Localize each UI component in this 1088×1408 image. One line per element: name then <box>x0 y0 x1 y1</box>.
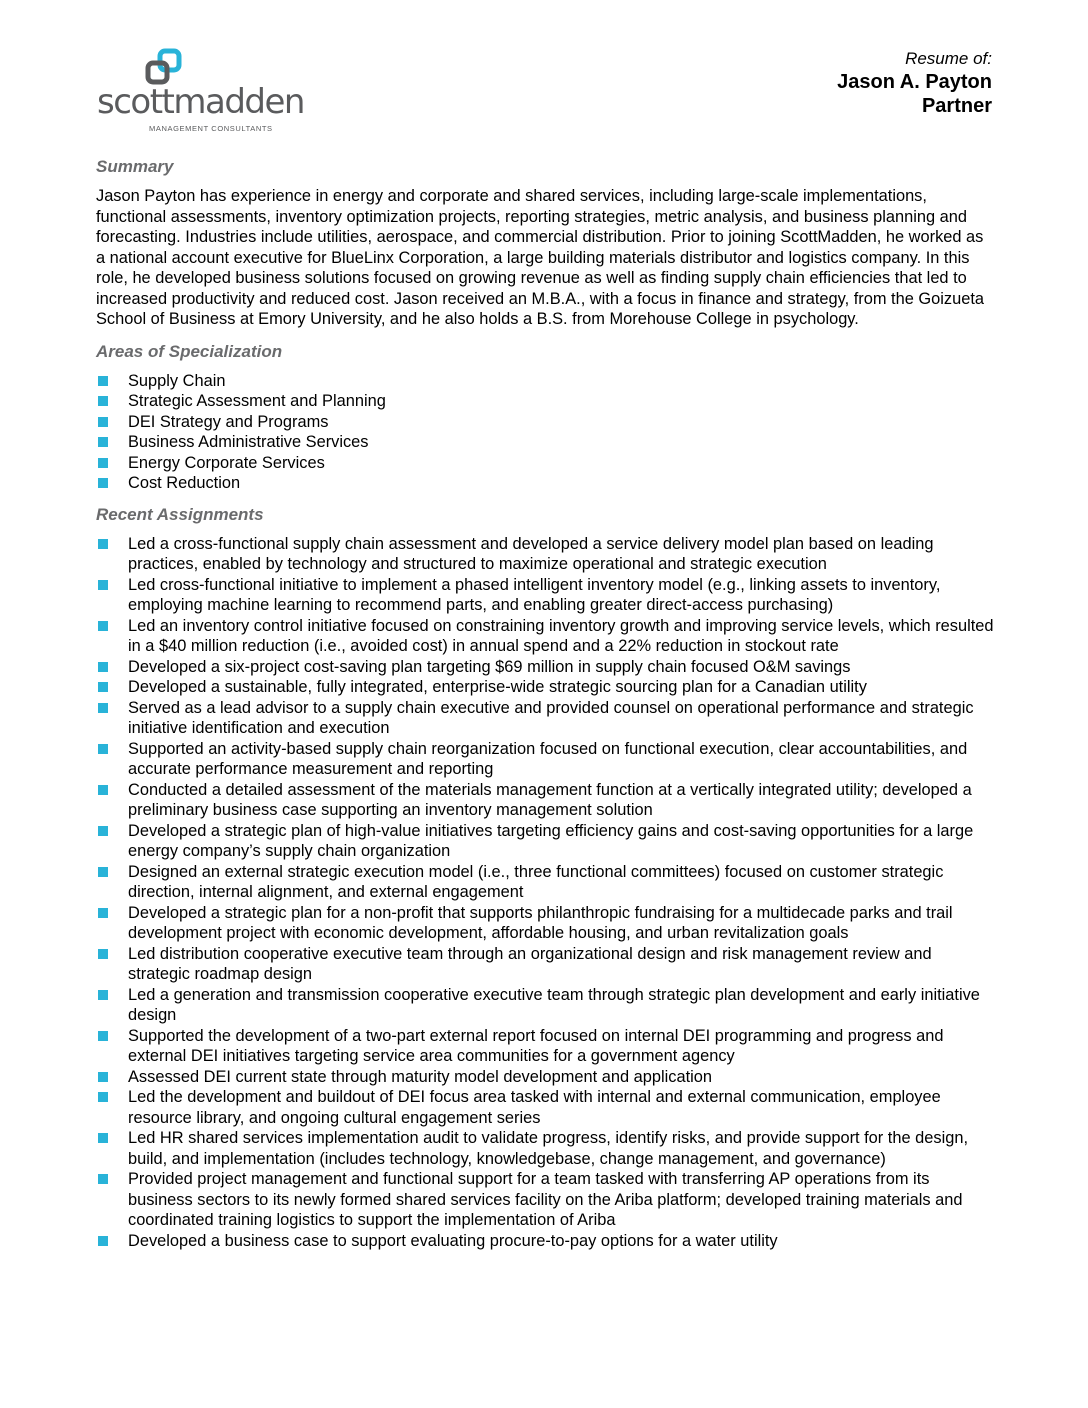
person-title: Partner <box>921 95 992 117</box>
resume-label: Resume of: <box>905 49 992 68</box>
assignment-item-text: Led an inventory control initiative focused on constraining inventory growth and improving service levels, which resulted in a $40 million reduction (i.e., avoided cost) in annual spend and a 22% reduction in stockout rate <box>128 616 994 655</box>
specialization-item-text: Energy Corporate Services <box>128 453 325 472</box>
specialization-item-text: Business Administrative Services <box>128 433 369 451</box>
assignment-item <box>96 575 996 616</box>
assignment-item-text: Designed an external strategic execution model (i.e., three functional committees) focused on customer strategic direction, internal alignment, and external engagement <box>128 862 944 901</box>
square-bullet-icon <box>98 785 108 795</box>
resume-body <box>96 156 996 1261</box>
square-bullet-icon <box>98 1092 108 1102</box>
assignment-item <box>96 1026 996 1067</box>
assignment-item <box>96 780 996 821</box>
assignment-item-text: Developed a strategic plan of high-value initiatives targeting efficiency gains and cost-saving opportunities for a large energy company’s supply chain organization <box>128 821 974 860</box>
company-logo <box>97 46 304 134</box>
specialization-item <box>96 371 996 392</box>
square-bullet-icon <box>98 417 108 427</box>
square-bullet-icon <box>98 1031 108 1041</box>
square-bullet-icon <box>98 1236 108 1246</box>
square-bullet-icon <box>98 396 108 406</box>
specialization-item-text: Cost Reduction <box>128 474 241 492</box>
assignment-item <box>96 944 996 985</box>
specialization-list <box>96 371 996 494</box>
assignment-item <box>96 821 996 862</box>
square-bullet-icon <box>98 580 108 590</box>
assignment-item-text: Led a generation and transmission cooperative executive team through strategic plan development and early initiative design <box>128 985 980 1024</box>
square-bullet-icon <box>98 478 108 488</box>
specialization-item <box>96 412 996 433</box>
logo-tagline: MANAGEMENT CONSULTANTS <box>149 124 273 133</box>
specialization-item-text: Strategic Assessment and Planning <box>128 392 386 410</box>
assignment-item-text: Developed a six-project cost-saving plan targeting $69 million in supply chain focused O&M savings <box>128 657 851 676</box>
assignment-item <box>96 1128 996 1169</box>
assignment-item-text: Supported an activity-based supply chain reorganization focused on functional execution, clear accountabilities, and accurate performance measurement and reporting <box>128 739 968 778</box>
summary-text: Jason Payton has experience in energy and corporate and shared services, including large-scale implementations, functional assessments, inventory optimization projects, reporting strategies, metric analysis, and business planning and forecasting. Industries include utilities, aerospace, and commercial distribution. Prior to joining ScottMadden, he worked as a national account executive for BlueLinx Corporation, a large building materials distributor and logistics company. In this role, he developed business solutions focused on growing revenue as well as finding supply chain efficiencies that led to increased productivity and reduced cost. Jason received an M.B.A., with a focus in finance and strategy, from the Goizueta School of Business at Emory University, and he also holds a B.S. from Morehouse College in psychology. <box>96 187 984 328</box>
square-bullet-icon <box>98 1072 108 1082</box>
assignment-item-text: Developed a sustainable, fully integrated, enterprise-wide strategic sourcing plan for a Canadian utility <box>128 678 867 696</box>
assignment-item <box>96 698 996 739</box>
specialization-item <box>96 473 996 494</box>
assignment-item-text: Developed a business case to support evaluating procure-to-pay options for a water utility <box>128 1231 778 1250</box>
specialization-item <box>96 391 996 412</box>
assignment-item-text: Led distribution cooperative executive team through an organizational design and risk management review and strategic roadmap design <box>128 944 932 983</box>
assignment-item <box>96 677 996 698</box>
assignment-item-text: Led HR shared services implementation audit to validate progress, identify risks, and provide support for the design, build, and implementation (includes technology, knowledgebase, change management, and governance) <box>128 1129 969 1168</box>
assignment-item <box>96 862 996 903</box>
assignment-item <box>96 739 996 780</box>
assignments-list <box>96 534 996 1252</box>
assignments-heading: Recent Assignments <box>96 504 264 524</box>
assignment-item-text: Conducted a detailed assessment of the materials management function at a vertically integrated utility; developed a preliminary business case supporting an inventory management solution <box>128 780 972 819</box>
assignment-item <box>96 616 996 657</box>
assignment-item <box>96 657 996 678</box>
assignment-item <box>96 1231 996 1252</box>
assignment-item <box>96 903 996 944</box>
assignment-item <box>96 1169 996 1231</box>
square-bullet-icon <box>98 437 108 447</box>
specialization-item <box>96 432 996 453</box>
assignment-item-text: Led the development and buildout of DEI focus area tasked with internal and external communication, employee resource library, and ongoing cultural engagement series <box>128 1088 941 1127</box>
square-bullet-icon <box>98 1133 108 1143</box>
square-bullet-icon <box>98 867 108 877</box>
specialization-item <box>96 453 996 474</box>
logo-wordmark: scottmadden <box>97 82 304 122</box>
assignment-item-text: Served as a lead advisor to a supply chain executive and provided counsel on operational performance and strategic initiative identification and execution <box>128 698 974 737</box>
assignment-item-text: Assessed DEI current state through maturity model development and application <box>128 1067 713 1086</box>
assignment-item-text: Provided project management and functional support for a team tasked with transferring AP operations from its business sectors to its newly formed shared services facility on the Ariba platform; developed training materials and coordinated training logistics to support the implementation of Ariba <box>128 1170 963 1229</box>
square-bullet-icon <box>98 908 108 918</box>
assignment-item <box>96 1087 996 1128</box>
specialization-heading: Areas of Specialization <box>96 341 283 361</box>
specialization-item-text: Supply Chain <box>128 371 226 390</box>
assignment-item <box>96 985 996 1026</box>
square-bullet-icon <box>98 826 108 836</box>
specialization-item-text: DEI Strategy and Programs <box>128 412 329 431</box>
assignment-item-text: Led cross-functional initiative to implement a phased intelligent inventory model (e.g., linking assets to inventory, employing machine learning to recommend parts, and enabling greater direct-access purchasing) <box>128 575 941 614</box>
assignment-item-text: Developed a strategic plan for a non-profit that supports philanthropic fundraising for a multidecade parks and trail development project with economic development, affordable housing, and urban revitalization goals <box>128 903 953 942</box>
person-name: Jason A. Payton <box>837 71 992 93</box>
square-bullet-icon <box>98 949 108 959</box>
square-bullet-icon <box>98 744 108 754</box>
resume-header <box>837 48 992 118</box>
square-bullet-icon <box>98 621 108 631</box>
assignment-item-text: Supported the development of a two-part external report focused on internal DEI programming and progress and external DEI initiatives targeting service area communities for a government agency <box>128 1026 944 1065</box>
square-bullet-icon <box>98 539 108 549</box>
square-bullet-icon <box>98 662 108 672</box>
assignment-item <box>96 534 996 575</box>
square-bullet-icon <box>98 682 108 692</box>
assignment-item <box>96 1067 996 1088</box>
square-bullet-icon <box>98 458 108 468</box>
square-bullet-icon <box>98 990 108 1000</box>
summary-heading: Summary <box>96 157 174 176</box>
assignment-item-text: Led a cross-functional supply chain assessment and developed a service delivery model plan based on leading practices, enabled by technology and structured to maximize operational and strategic execution <box>128 534 934 573</box>
square-bullet-icon <box>98 1174 108 1184</box>
square-bullet-icon <box>98 703 108 713</box>
square-bullet-icon <box>98 376 108 386</box>
